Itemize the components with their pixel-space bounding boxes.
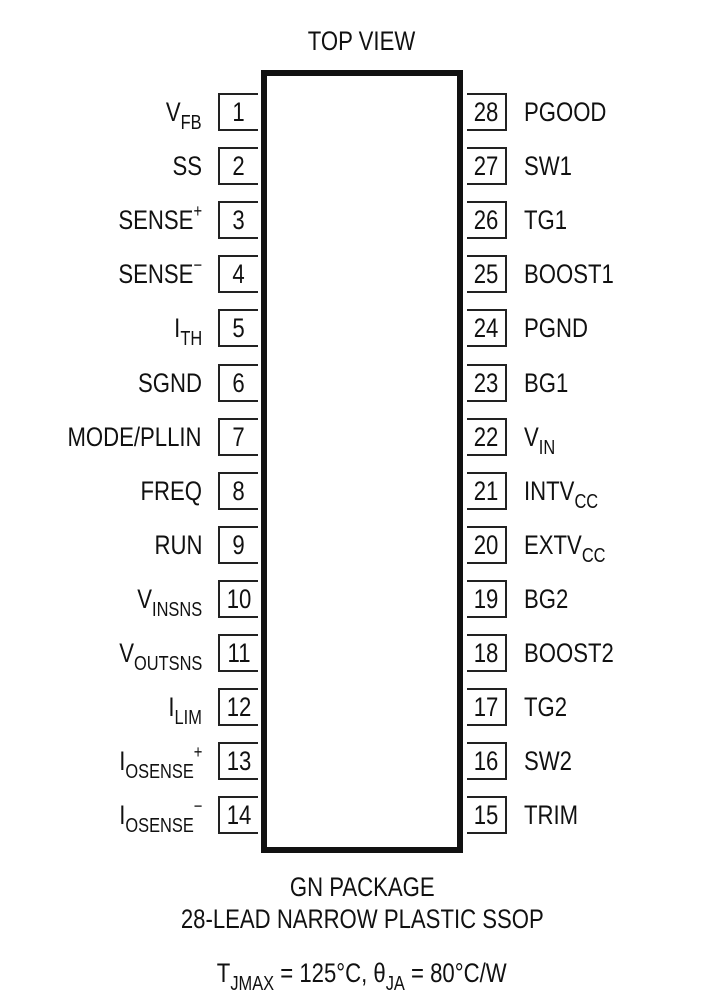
pin-label-main: I xyxy=(173,313,181,343)
pin-label-subscript: OSENSE xyxy=(125,815,194,837)
theta-value: = 80°C/W xyxy=(405,958,507,988)
pin-27-number xyxy=(467,147,507,185)
pin-label-subscript: OUTSNS xyxy=(133,653,202,675)
pin-number-text: 2 xyxy=(232,151,246,181)
pin-label-main: SW2 xyxy=(524,746,572,776)
pin-26-label xyxy=(524,203,577,237)
pin-11-label xyxy=(101,636,202,675)
pin-label-main: FREQ xyxy=(140,476,202,506)
pin-16-number xyxy=(467,742,507,780)
pin-label-main: SS xyxy=(172,151,202,181)
pin-label-main: MODE/PLLIN xyxy=(67,422,202,452)
pin-number-text: 11 xyxy=(227,638,251,668)
tj-symbol: T xyxy=(217,958,231,988)
pin-17-number xyxy=(467,688,507,726)
pin-number-text: 28 xyxy=(473,97,499,127)
pin-number-text: 19 xyxy=(473,584,499,614)
pin-4-number xyxy=(218,255,258,293)
pin-16-label xyxy=(524,744,583,778)
pin-2-label xyxy=(166,149,202,183)
pin-number-text: 12 xyxy=(226,692,252,722)
pin-label-main: PGND xyxy=(524,313,588,343)
pin-number-text: 5 xyxy=(232,313,246,343)
pin-13-number xyxy=(218,742,258,780)
tj-subscript: JMAX xyxy=(230,973,275,995)
pin-label-main: TRIM xyxy=(524,800,579,830)
pin-label-main: INTV xyxy=(524,476,575,506)
pin-19-label xyxy=(524,582,578,616)
pin-label-subscript: CC xyxy=(581,545,606,567)
pin-label-main: I xyxy=(118,800,126,830)
pin-number-text: 22 xyxy=(473,422,499,452)
pin-19-number xyxy=(467,580,507,618)
pin-10-number xyxy=(218,580,258,618)
pin-label-main: BOOST2 xyxy=(524,638,614,668)
pin-8-number xyxy=(218,472,258,510)
pin-number-text: 7 xyxy=(232,422,246,452)
pin-2-number xyxy=(218,147,258,185)
pin-9-number xyxy=(218,526,258,564)
pin-14-label xyxy=(101,796,202,837)
pin-20-label xyxy=(524,528,623,567)
pin-8-label xyxy=(127,474,202,508)
pin-label-main: SW1 xyxy=(524,151,572,181)
pin-label-main: BG2 xyxy=(524,584,569,614)
pin-13-label xyxy=(101,742,202,783)
pin-label-main: BG1 xyxy=(524,368,569,398)
pin-3-number xyxy=(218,201,258,239)
pin-label-superscript: − xyxy=(193,796,202,816)
pin-6-label xyxy=(124,366,202,400)
pin-label-subscript: IN xyxy=(538,437,556,459)
pin-24-label xyxy=(524,311,602,345)
pin-11-number xyxy=(218,634,258,672)
pin-number-text: 17 xyxy=(473,692,499,722)
pin-label-subscript: LIM xyxy=(174,707,202,729)
tj-value: = 125°C, xyxy=(274,958,374,988)
pin-number-text: 15 xyxy=(473,800,499,830)
pin-number-text: 8 xyxy=(232,476,246,506)
pin-number-text: 3 xyxy=(232,205,246,235)
pin-label-main: RUN xyxy=(154,530,202,560)
pin-label-main: SENSE xyxy=(118,205,194,235)
package-name: GN PACKAGE xyxy=(289,872,435,902)
pin-number-text: 26 xyxy=(473,205,499,235)
pin-7-number xyxy=(218,418,258,456)
pin-label-main: I xyxy=(118,746,126,776)
pin-25-number xyxy=(467,255,507,293)
pin-number-text: 25 xyxy=(473,259,499,289)
pin-label-main: V xyxy=(166,97,182,127)
pin-18-label xyxy=(524,636,634,670)
pin-label-subscript: FB xyxy=(181,112,202,134)
package-description: 28-LEAD NARROW PLASTIC SSOP xyxy=(180,904,544,934)
pin-21-label xyxy=(524,474,614,513)
pin-label-main: SGND xyxy=(138,368,202,398)
pin-23-number xyxy=(467,364,507,402)
pin-label-main: EXTV xyxy=(524,530,582,560)
pin-number-text: 13 xyxy=(226,746,252,776)
pin-26-number xyxy=(467,201,507,239)
pin-number-text: 10 xyxy=(226,584,252,614)
pin-number-text: 14 xyxy=(226,800,252,830)
pin-23-label xyxy=(524,366,578,400)
pin-4-label xyxy=(100,257,202,291)
pin-5-number xyxy=(218,309,258,347)
pin-5-label xyxy=(168,311,202,350)
pin-number-text: 24 xyxy=(473,313,499,343)
pin-22-number xyxy=(467,418,507,456)
pin-label-subscript: TH xyxy=(180,328,202,350)
pin-label-superscript: + xyxy=(193,742,202,762)
pin-10-label xyxy=(123,582,202,621)
ic-package-body xyxy=(261,70,463,853)
pin-label-superscript: − xyxy=(193,255,202,275)
pin-12-label xyxy=(161,690,202,729)
theta-subscript: JA xyxy=(386,973,406,995)
pin-number-text: 4 xyxy=(232,259,246,289)
pin-number-text: 21 xyxy=(473,476,499,506)
pin-number-text: 23 xyxy=(473,368,499,398)
pin-label-main: V xyxy=(524,422,539,452)
pin-28-number xyxy=(467,93,507,131)
thermal-spec xyxy=(0,958,712,995)
pin-label-main: TG2 xyxy=(524,692,568,722)
pin-number-text: 20 xyxy=(473,530,499,560)
pin-label-main: BOOST1 xyxy=(524,259,614,289)
diagram-title: TOP VIEW xyxy=(308,26,416,56)
pin-9-label xyxy=(144,528,203,562)
pin-label-main: TG1 xyxy=(524,205,568,235)
pin-15-label xyxy=(524,798,590,832)
pin-12-number xyxy=(218,688,258,726)
pin-label-main: SENSE xyxy=(118,259,194,289)
pin-label-subscript: OSENSE xyxy=(125,761,194,783)
pin-label-main: V xyxy=(137,584,152,614)
pin-7-label xyxy=(38,420,202,454)
pin-14-number xyxy=(218,796,258,834)
pin-1-number xyxy=(218,93,258,131)
pin-15-number xyxy=(467,796,507,834)
pin-22-label xyxy=(524,420,562,459)
pin-21-number xyxy=(467,472,507,510)
pin-label-superscript: + xyxy=(193,201,202,221)
pin-1-label xyxy=(158,95,202,134)
pin-number-text: 27 xyxy=(473,151,499,181)
pin-20-number xyxy=(467,526,507,564)
pin-label-main: I xyxy=(168,692,175,722)
pin-number-text: 18 xyxy=(473,638,499,668)
pin-number-text: 1 xyxy=(232,97,246,127)
pin-label-main: PGOOD xyxy=(524,97,607,127)
pin-18-number xyxy=(467,634,507,672)
pin-24-number xyxy=(467,309,507,347)
pin-6-number xyxy=(218,364,258,402)
pin-label-subscript: INSNS xyxy=(151,599,202,621)
pin-label-subscript: CC xyxy=(574,491,599,513)
pin-label-main: V xyxy=(118,638,134,668)
theta-symbol: θ xyxy=(373,958,387,988)
pin-17-label xyxy=(524,690,577,724)
pin-27-label xyxy=(524,149,583,183)
pin-number-text: 16 xyxy=(473,746,499,776)
pin-number-text: 9 xyxy=(232,530,246,560)
pin-28-label xyxy=(524,95,625,129)
pin-3-label xyxy=(100,203,202,237)
pin-number-text: 6 xyxy=(232,368,246,398)
pin-25-label xyxy=(524,257,634,291)
